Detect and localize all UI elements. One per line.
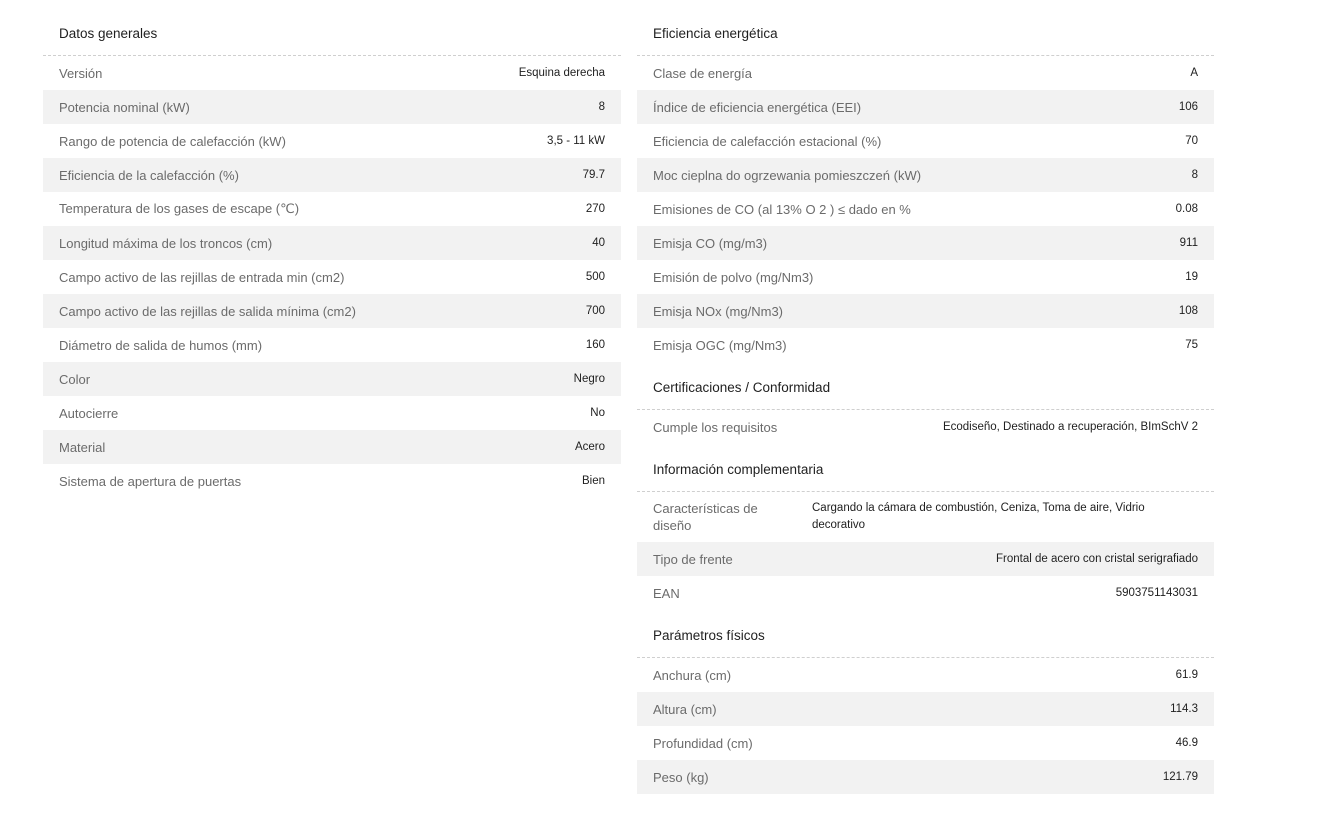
spec-label: Cumple los requisitos [653, 419, 778, 435]
spec-row [637, 492, 1214, 542]
spec-value: Esquina derecha [518, 67, 605, 79]
spec-label: Temperatura de los gases de escape (℃) [59, 201, 300, 216]
energy-section-title: Eficiencia energética [637, 16, 1214, 56]
extra-section-title: Información complementaria [637, 444, 1214, 492]
spec-label: Diámetro de salida de humos (mm) [59, 337, 263, 353]
spec-row [43, 90, 621, 124]
physical-rows [637, 658, 1214, 794]
spec-label: Campo activo de las rejillas de salida mínima (cm2) [59, 303, 356, 319]
spec-value: A [1190, 67, 1198, 79]
spec-label: Clase de energía [653, 65, 753, 81]
spec-row [43, 56, 621, 90]
spec-label: Profundidad (cm) [653, 735, 753, 751]
spec-label: Emisión de polvo (mg/Nm3) [653, 269, 814, 285]
spec-row [637, 576, 1214, 610]
spec-label: Emisiones de CO (al 13% O 2 ) ≤ dado en % [653, 201, 911, 217]
spec-row [43, 192, 621, 226]
spec-label: Color [59, 371, 91, 387]
energy-specs-panel [637, 16, 1214, 794]
spec-label: Emisja NOx (mg/Nm3) [653, 303, 784, 319]
spec-row [43, 396, 621, 430]
spec-label: Anchura (cm) [653, 667, 732, 683]
spec-row [637, 328, 1214, 362]
spec-label: EAN [653, 585, 680, 601]
spec-row [637, 90, 1214, 124]
spec-row [43, 362, 621, 396]
spec-value: Bien [581, 475, 605, 487]
spec-row [637, 410, 1214, 444]
general-specs-panel [43, 16, 621, 498]
spec-value: 3,5 - 11 kW [547, 135, 605, 147]
spec-value: Cargando la cámara de combustión, Ceniza, Toma de aire, Vidrio decorativo [812, 502, 1145, 531]
spec-value: 5903751143031 [1115, 587, 1198, 599]
energy-rows [637, 56, 1214, 362]
spec-row [43, 328, 621, 362]
spec-row [637, 542, 1214, 576]
spec-row [637, 260, 1214, 294]
spec-row [637, 294, 1214, 328]
spec-row [637, 226, 1214, 260]
spec-row [43, 464, 621, 498]
spec-label: Eficiencia de calefacción estacional (%) [653, 133, 882, 149]
spec-label: Peso (kg) [653, 769, 709, 785]
certs-section-title: Certificaciones / Conformidad [637, 362, 1214, 410]
spec-value: 70 [1185, 135, 1198, 147]
spec-label: Características de diseño [653, 501, 758, 533]
spec-value: 75 [1185, 339, 1198, 351]
spec-label: Versión [59, 65, 103, 81]
spec-label: Altura (cm) [653, 701, 717, 717]
spec-value: Negro [573, 373, 605, 385]
spec-label: Tipo de frente [653, 551, 733, 567]
spec-label: Potencia nominal (kW) [59, 99, 190, 115]
spec-row [637, 658, 1214, 692]
spec-value: Ecodiseño, Destinado a recuperación, BImSchV 2 [942, 421, 1198, 433]
spec-label: Material [59, 439, 106, 455]
spec-label: Emisja OGC (mg/Nm3) [653, 337, 787, 353]
spec-label: Rango de potencia de calefacción (kW) [59, 133, 286, 149]
spec-value: 114.3 [1170, 703, 1198, 715]
spec-value: 106 [1178, 101, 1198, 113]
spec-row [637, 192, 1214, 226]
spec-value: 700 [585, 305, 605, 317]
certs-rows [637, 410, 1214, 444]
spec-value: 46.9 [1175, 737, 1198, 749]
spec-row [637, 760, 1214, 794]
spec-value: 8 [598, 101, 605, 113]
spec-row [43, 260, 621, 294]
spec-value: 270 [585, 203, 605, 215]
spec-label: Emisja CO (mg/m3) [653, 235, 768, 251]
spec-row [637, 158, 1214, 192]
spec-value: 160 [585, 339, 605, 351]
general-section-title: Datos generales [43, 16, 621, 56]
spec-value: Frontal de acero con cristal serigrafiado [996, 553, 1198, 565]
spec-label: Moc cieplna do ogrzewania pomieszczeń (kW) [653, 167, 922, 183]
spec-label: Eficiencia de la calefacción (%) [59, 167, 239, 183]
spec-value: 19 [1185, 271, 1198, 283]
spec-row [43, 294, 621, 328]
spec-value: 121.79 [1162, 771, 1198, 783]
spec-value: 61.9 [1175, 669, 1198, 681]
spec-row [43, 430, 621, 464]
spec-value: 500 [585, 271, 605, 283]
spec-value: 911 [1179, 237, 1198, 249]
spec-label: Autocierre [59, 405, 119, 421]
spec-value: 108 [1178, 305, 1198, 317]
general-rows [43, 56, 621, 498]
physical-section-title: Parámetros físicos [637, 610, 1214, 658]
spec-row [637, 56, 1214, 90]
spec-value: No [590, 407, 605, 419]
spec-row [637, 726, 1214, 760]
spec-value: 0.08 [1175, 203, 1198, 215]
spec-row [637, 124, 1214, 158]
spec-label: Índice de eficiencia energética (EEI) [653, 99, 862, 115]
extra-rows [637, 492, 1214, 610]
spec-row [43, 158, 621, 192]
spec-value: 79.7 [582, 169, 605, 181]
spec-row [43, 124, 621, 158]
spec-value: 8 [1191, 169, 1198, 181]
spec-row [637, 692, 1214, 726]
spec-label: Longitud máxima de los troncos (cm) [59, 235, 273, 251]
spec-label: Sistema de apertura de puertas [59, 473, 242, 489]
spec-label: Campo activo de las rejillas de entrada min (cm2) [59, 269, 345, 285]
spec-value: Acero [574, 441, 605, 453]
spec-row [43, 226, 621, 260]
spec-value: 40 [592, 237, 605, 249]
